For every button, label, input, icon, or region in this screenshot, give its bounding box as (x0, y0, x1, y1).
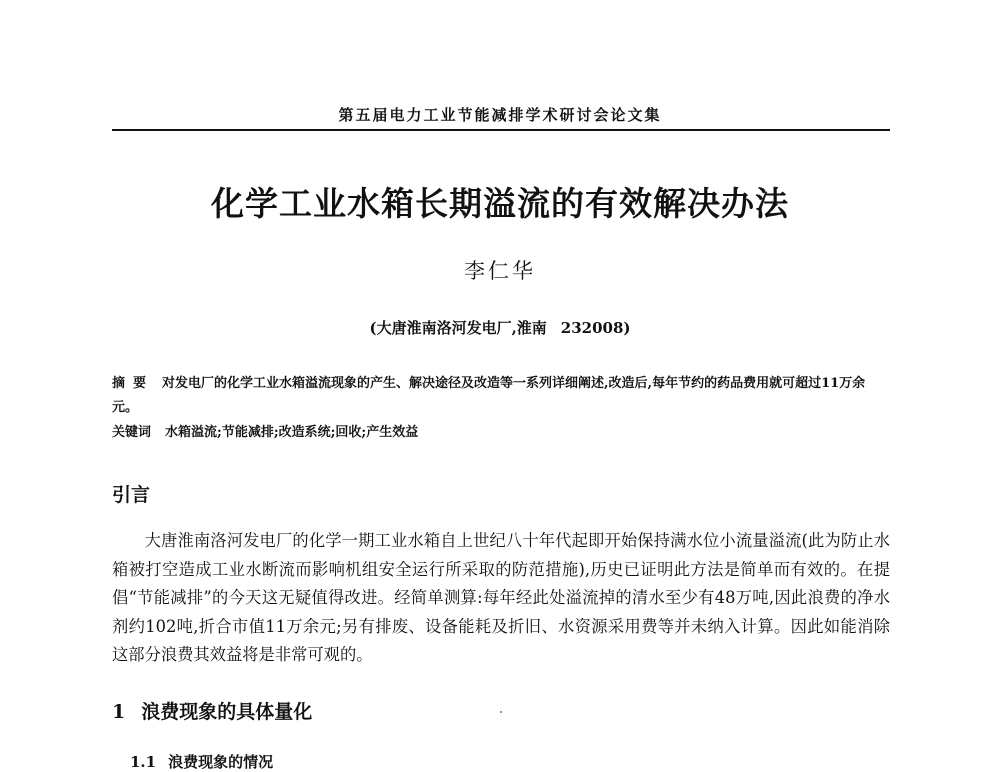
affiliation-text: (大唐淮南洛河发电厂,淮南 (369, 319, 547, 337)
author-name: 李仁华 (464, 259, 536, 283)
affiliation (0, 317, 1000, 338)
intro-heading: 引言 (112, 484, 151, 506)
paper-title: 化学工业水箱长期溢流的有效解决办法 (211, 184, 789, 223)
intro-paragraph: 大唐淮南洛河发电厂的化学一期工业水箱自上世纪八十年代起即开始保持满水位小流量溢流(此为防止水箱被打空造成工业水断流而影响机组安全运行所采取的防范措施),历史已证明此方法是简单而有效的。在提倡“节能减排”的今天这无疑值得改进。经简单测算:每年经此处溢流掉的清水至少有48万吨,因此浪费的净水剂约102吨,折合市值11万余元;另有排废、设备能耗及折旧、水资源采用费等并未纳入计算。因此如能消除这部分浪费其效益将是非常可观的。 (112, 531, 890, 664)
abstract-label: 摘要 (112, 376, 155, 391)
keywords-text: 水箱溢流;节能减排;改造系统;回收;产生效益 (165, 425, 419, 440)
postal-code: 232008) (560, 319, 631, 337)
subsection-1-1-number: 1.1 (130, 753, 157, 771)
subsection-1-1-heading (130, 751, 273, 772)
keywords (112, 421, 890, 445)
subsection-1-1-title: 浪费现象的情况 (168, 753, 274, 771)
abstract (112, 372, 890, 420)
running-header: 第五届电力工业节能减排学术研讨会论文集 (338, 106, 662, 124)
keywords-label: 关键词 (112, 425, 152, 440)
section-1-title: 浪费现象的具体量化 (141, 701, 313, 723)
header-rule (112, 129, 890, 131)
section-1-number: 1 (112, 701, 126, 723)
section-1-heading (112, 697, 890, 724)
abstract-text: 对发电厂的化学工业水箱溢流现象的产生、解决途径及改造等一系列详细阐述,改造后,每年节约的药品费用就可超过11万余元。 (112, 376, 866, 415)
